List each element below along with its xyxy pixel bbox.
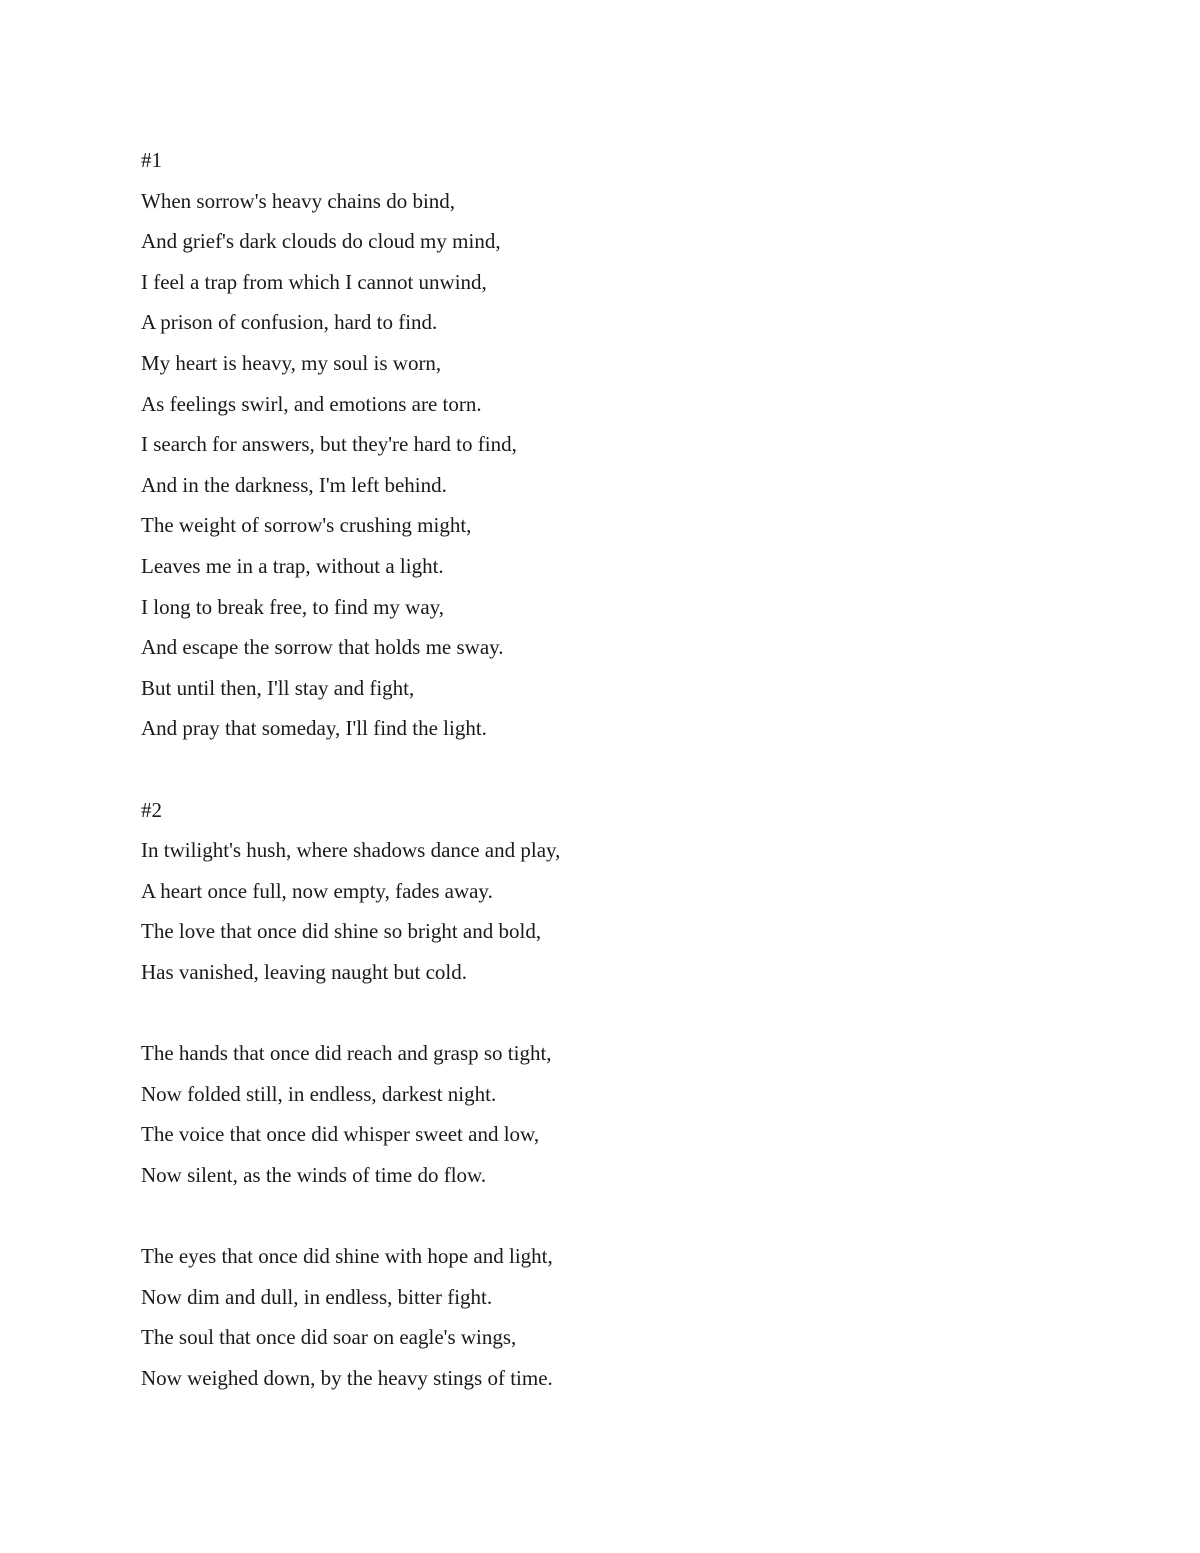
poem-line: Leaves me in a trap, without a light. [141, 553, 444, 578]
poem-text-body [141, 140, 1041, 1398]
poem-line: A heart once full, now empty, fades away. [141, 878, 493, 903]
poem-line: And grief's dark clouds do cloud my mind, [141, 229, 501, 254]
poem-line: Now weighed down, by the heavy stings of time. [141, 1365, 553, 1390]
poem-line: A prison of confusion, hard to find. [141, 310, 438, 335]
poem-line: But until then, I'll stay and fight, [141, 675, 415, 700]
poem-line: My heart is heavy, my soul is worn, [141, 350, 442, 375]
poem-line: I feel a trap from which I cannot unwind, [141, 269, 487, 294]
poem-line: The love that once did shine so bright and bold, [141, 919, 542, 944]
poem-line: The voice that once did whisper sweet and low, [141, 1122, 540, 1147]
poem-line: In twilight's hush, where shadows dance and play, [141, 838, 561, 863]
blank-line [141, 749, 1041, 790]
poem-line: When sorrow's heavy chains do bind, [141, 188, 456, 213]
poem-line: The eyes that once did shine with hope and light, [141, 1244, 553, 1269]
poem-line: And in the darkness, I'm left behind. [141, 472, 447, 497]
poem-line: The weight of sorrow's crushing might, [141, 513, 472, 538]
poem-line: And pray that someday, I'll find the light. [141, 716, 487, 741]
poem-line: The soul that once did soar on eagle's wings, [141, 1325, 517, 1350]
blank-line [141, 1195, 1041, 1236]
blank-line [141, 992, 1041, 1033]
poem-line: Now silent, as the winds of time do flow. [141, 1162, 487, 1187]
poem-line: Has vanished, leaving naught but cold. [141, 959, 468, 984]
poem-heading: #1 [141, 148, 162, 172]
poem-heading: #2 [141, 797, 162, 822]
poem-line: I long to break free, to find my way, [141, 594, 445, 619]
poem-line: The hands that once did reach and grasp so tight, [141, 1041, 552, 1066]
poem-line: As feelings swirl, and emotions are torn. [141, 391, 482, 416]
poem-line: And escape the sorrow that holds me sway. [141, 635, 504, 660]
poem-line: Now dim and dull, in endless, bitter fight. [141, 1284, 493, 1309]
poem-line: Now folded still, in endless, darkest night. [141, 1081, 497, 1106]
poem-line: I search for answers, but they're hard to find, [141, 432, 517, 457]
